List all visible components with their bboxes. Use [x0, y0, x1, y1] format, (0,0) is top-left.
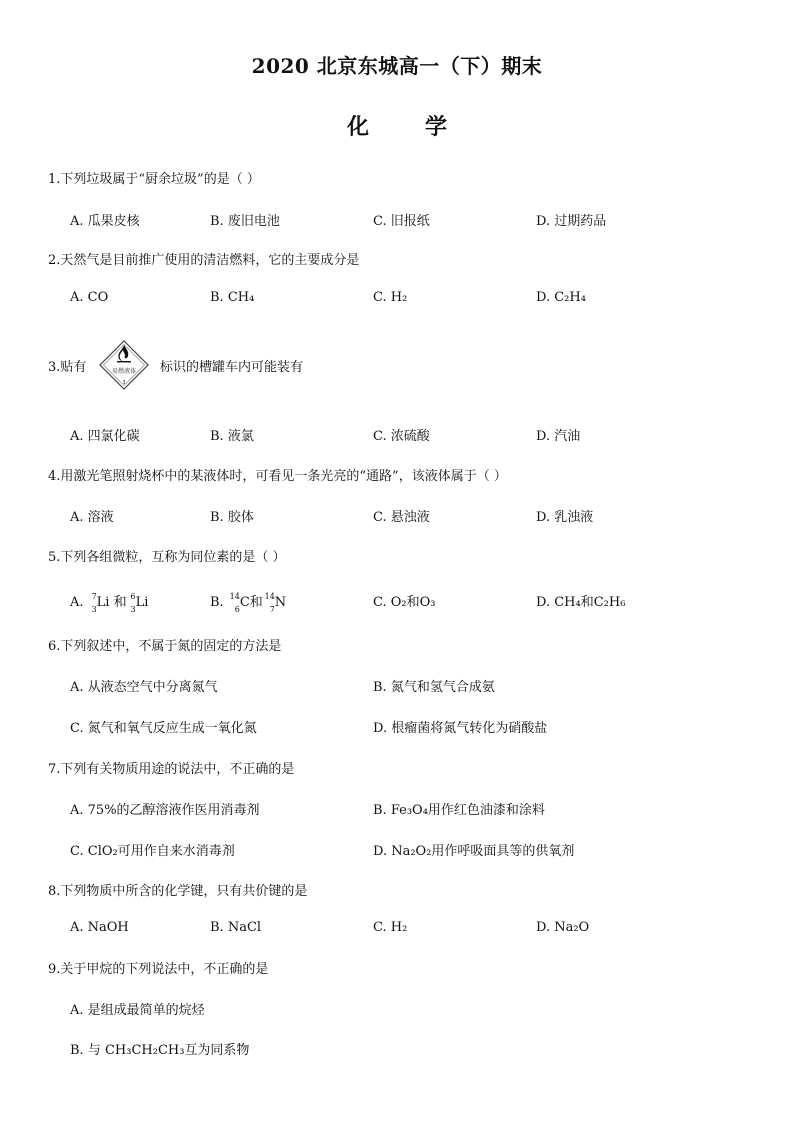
- nuclide-notation: 7 3: [91, 592, 97, 614]
- option-1a: A. 瓜果皮核: [70, 214, 140, 229]
- option-9b: B. 与 CH₃CH₂CH₃互为同系物: [70, 1043, 250, 1058]
- option-3d: D. 汽油: [536, 429, 581, 444]
- option-4d: D. 乳浊液: [536, 510, 594, 525]
- option-5a: A. 7 3 Li 和 6 3 Li: [70, 592, 149, 614]
- question-2: 2.天然气是目前推广使用的清洁燃料，它的主要成分是: [48, 253, 360, 268]
- option-1d: D. 过期药品: [536, 214, 607, 229]
- option-8c: C. H₂: [373, 920, 408, 935]
- subject-left: 化: [346, 114, 369, 140]
- option-1c: C. 旧报纸: [373, 214, 430, 229]
- question-9: 9.关于甲烷的下列说法中，不正确的是: [48, 962, 269, 977]
- option-6c: C. 氮气和氧气反应生成一氧化氮: [70, 721, 257, 736]
- option-3b: B. 液氯: [210, 429, 254, 444]
- option-7a: A. 75%的乙醇溶液作医用消毒剂: [70, 803, 260, 818]
- sign-number: 3: [122, 380, 126, 386]
- option-2b: B. CH₄: [210, 290, 255, 305]
- question-3-prefix: 3.贴有: [48, 360, 87, 375]
- option-7b: B. Fe₃O₄用作红色油漆和涂料: [373, 803, 545, 818]
- question-3-suffix: 标识的槽罐车内可能装有: [160, 360, 304, 375]
- option-1b: B. 废旧电池: [210, 214, 280, 229]
- option-8a: A. NaOH: [70, 920, 129, 935]
- option-3c: C. 浓硫酸: [373, 429, 430, 444]
- nuclide-notation: 14 6: [229, 592, 240, 614]
- question-4: 4.用激光笔照射烧杯中的某液体时，可看见一条光亮的“通路”，该液体属于（ ）: [48, 469, 507, 484]
- option-9a: A. 是组成最简单的烷烃: [70, 1003, 205, 1018]
- option-2a: A. CO: [70, 290, 109, 305]
- question-1: 1.下列垃圾属于“厨余垃圾”的是（ ）: [48, 172, 260, 187]
- option-6a: A. 从液态空气中分离氮气: [70, 680, 218, 695]
- flammable-liquid-sign: [95, 336, 153, 394]
- option-4c: C. 悬浊液: [373, 510, 430, 525]
- option-4a: A. 溶液: [70, 510, 114, 525]
- option-5d: D. CH₄和C₂H₆: [536, 595, 626, 610]
- question-7: 7.下列有关物质用途的说法中，不正确的是: [48, 762, 295, 777]
- option-6d: D. 根瘤菌将氮气转化为硝酸盐: [373, 721, 548, 736]
- option-4b: B. 胶体: [210, 510, 254, 525]
- option-8b: B. NaCl: [210, 920, 262, 935]
- option-5b: B. 14 6 C和 14 7 N: [210, 592, 287, 614]
- page-title: 2020 北京东城高一（下）期末: [251, 54, 543, 78]
- question-6: 6.下列叙述中，不属于氮的固定的方法是: [48, 639, 282, 654]
- option-6b: B. 氮气和氢气合成氨: [373, 680, 495, 695]
- question-8: 8.下列物质中所含的化学键，只有共价键的是: [48, 884, 308, 899]
- nuclide-notation: 6 3: [130, 592, 136, 614]
- option-7c: C. ClO₂可用作自来水消毒剂: [70, 844, 235, 859]
- option-8d: D. Na₂O: [536, 920, 590, 935]
- option-5c: C. O₂和O₃: [373, 595, 436, 610]
- option-2c: C. H₂: [373, 290, 408, 305]
- nuclide-notation: 14 7: [264, 592, 275, 614]
- subject-heading: [0, 110, 794, 141]
- question-5: 5.下列各组微粒，互称为同位素的是（ ）: [48, 550, 286, 565]
- sign-label: 易燃液体: [111, 368, 137, 375]
- subject-right: 学: [425, 114, 448, 140]
- option-7d: D. Na₂O₂用作呼吸面具等的供氧剂: [373, 844, 575, 859]
- option-3a: A. 四氯化碳: [70, 429, 140, 444]
- option-2d: D. C₂H₄: [536, 290, 586, 305]
